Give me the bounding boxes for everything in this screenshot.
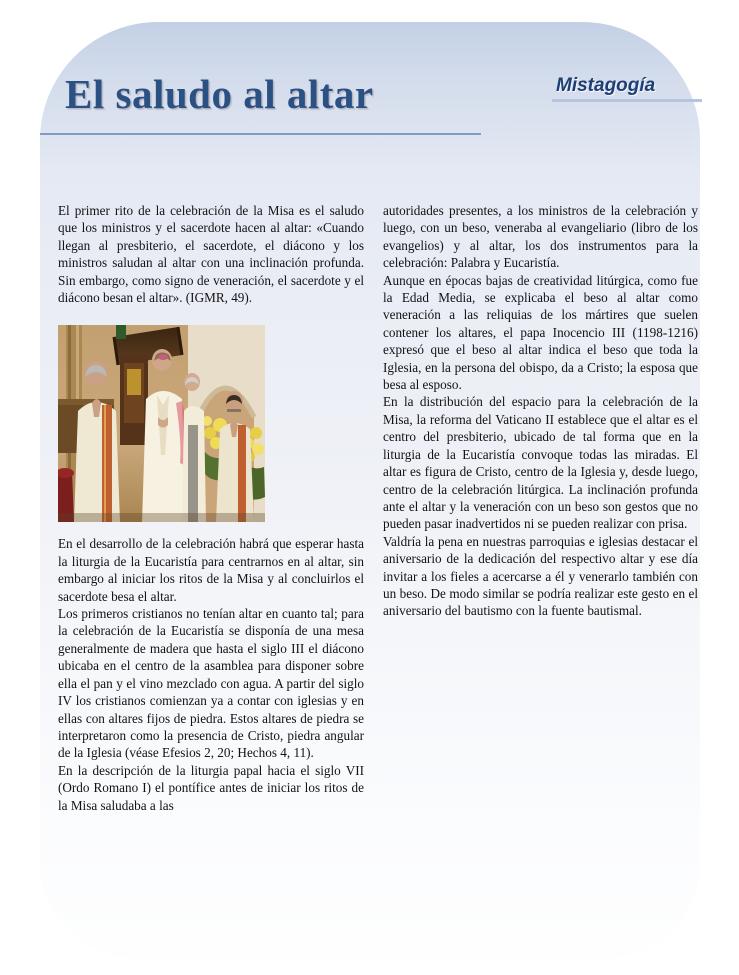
page-title: El saludo al altar xyxy=(65,71,374,117)
paragraph: El primer rito de la celebración de la Misa es el saludo que los ministros y el sacerdote hacen al altar: «Cuando llegan al presbiterio, el sacerdote, el diácono y los ministros saludan al altar con una inclinación profunda. Sin embargo, como signo de veneración, el sacerdote y el diácono besan el altar». (IGMR, 49). xyxy=(58,203,364,306)
section-underline xyxy=(552,99,702,102)
section-label: Mistagogía xyxy=(556,75,656,96)
paragraph: autoridades presentes, a los ministros de la celebración y luego, con un beso, veneraba al evangeliario (libro de los evangelios) y al altar, los dos instrumentos para la celebración: Palabra y Eucaristía. xyxy=(383,203,698,271)
paragraph: Valdría la pena en nuestras parroquias e iglesias destacar el aniversario de la dedicación del respectivo altar y ese día invitar a los fieles a acercarse a él y venerarlo también con un beso. De modo similar se podría realizar este gesto en el aniversario del bautismo con la fuente bautismal. xyxy=(383,533,698,619)
altar-mass-photo xyxy=(58,325,265,522)
left-column xyxy=(58,202,364,814)
paragraph: Aunque en épocas bajas de creatividad litúrgica, como fue la Edad Media, se explicaba el beso al altar como veneración a las reliquias de los mártires que suelen contener los altares, el papa Inocencio III (1198-1216) expresó que el beso al altar indica el beso que toda la Iglesia, en la persona del obispo, da a Cristo; la esposa que besa al esposo. xyxy=(383,272,698,393)
right-column xyxy=(383,202,698,620)
paragraph: En la descripción de la liturgia papal hacia el siglo VII (Ordo Romano I) el pontífice antes de iniciar los ritos de la Misa saludaba a las xyxy=(58,762,364,813)
article-panel xyxy=(40,22,700,958)
paragraph: Los primeros cristianos no tenían altar en cuanto tal; para la celebración de la Eucaristía se disponía de una mesa generalmente de madera que hasta el siglo III el diácono ubicaba en el centro de la asamblea para disponer sobre ella el pan y el vino mezclado con agua. A partir del siglo IV los cristianos comienzan ya a contar con iglesias y en ellas con altares fijos de piedra. Estos altares de piedra se interpretaron como la presencia de Cristo, piedra angular de la Iglesia (véase Efesios 2, 20; Hechos 4, 11). xyxy=(58,606,364,761)
paragraph: En la distribución del espacio para la celebración de la Misa, la reforma del Vaticano II establece que el altar es el centro del presbiterio, ubicado de tal forma que en la liturgia de la Eucaristía convoque todas las miradas. El altar es figura de Cristo, centro de la Iglesia y, desde luego, centro de la celebración litúrgica. La inclinación profunda ante el altar y la veneración con un beso son gestos que no pueden pasar inadvertidos ni se pueden realizar con prisa. xyxy=(383,394,698,532)
title-underline xyxy=(40,133,481,135)
paragraph: En el desarrollo de la celebración habrá que esperar hasta la liturgia de la Eucaristía para centrarnos en al altar, sin embargo al iniciar los ritos de la Misa y al concluirlos el sacerdote besa el altar. xyxy=(58,536,364,604)
